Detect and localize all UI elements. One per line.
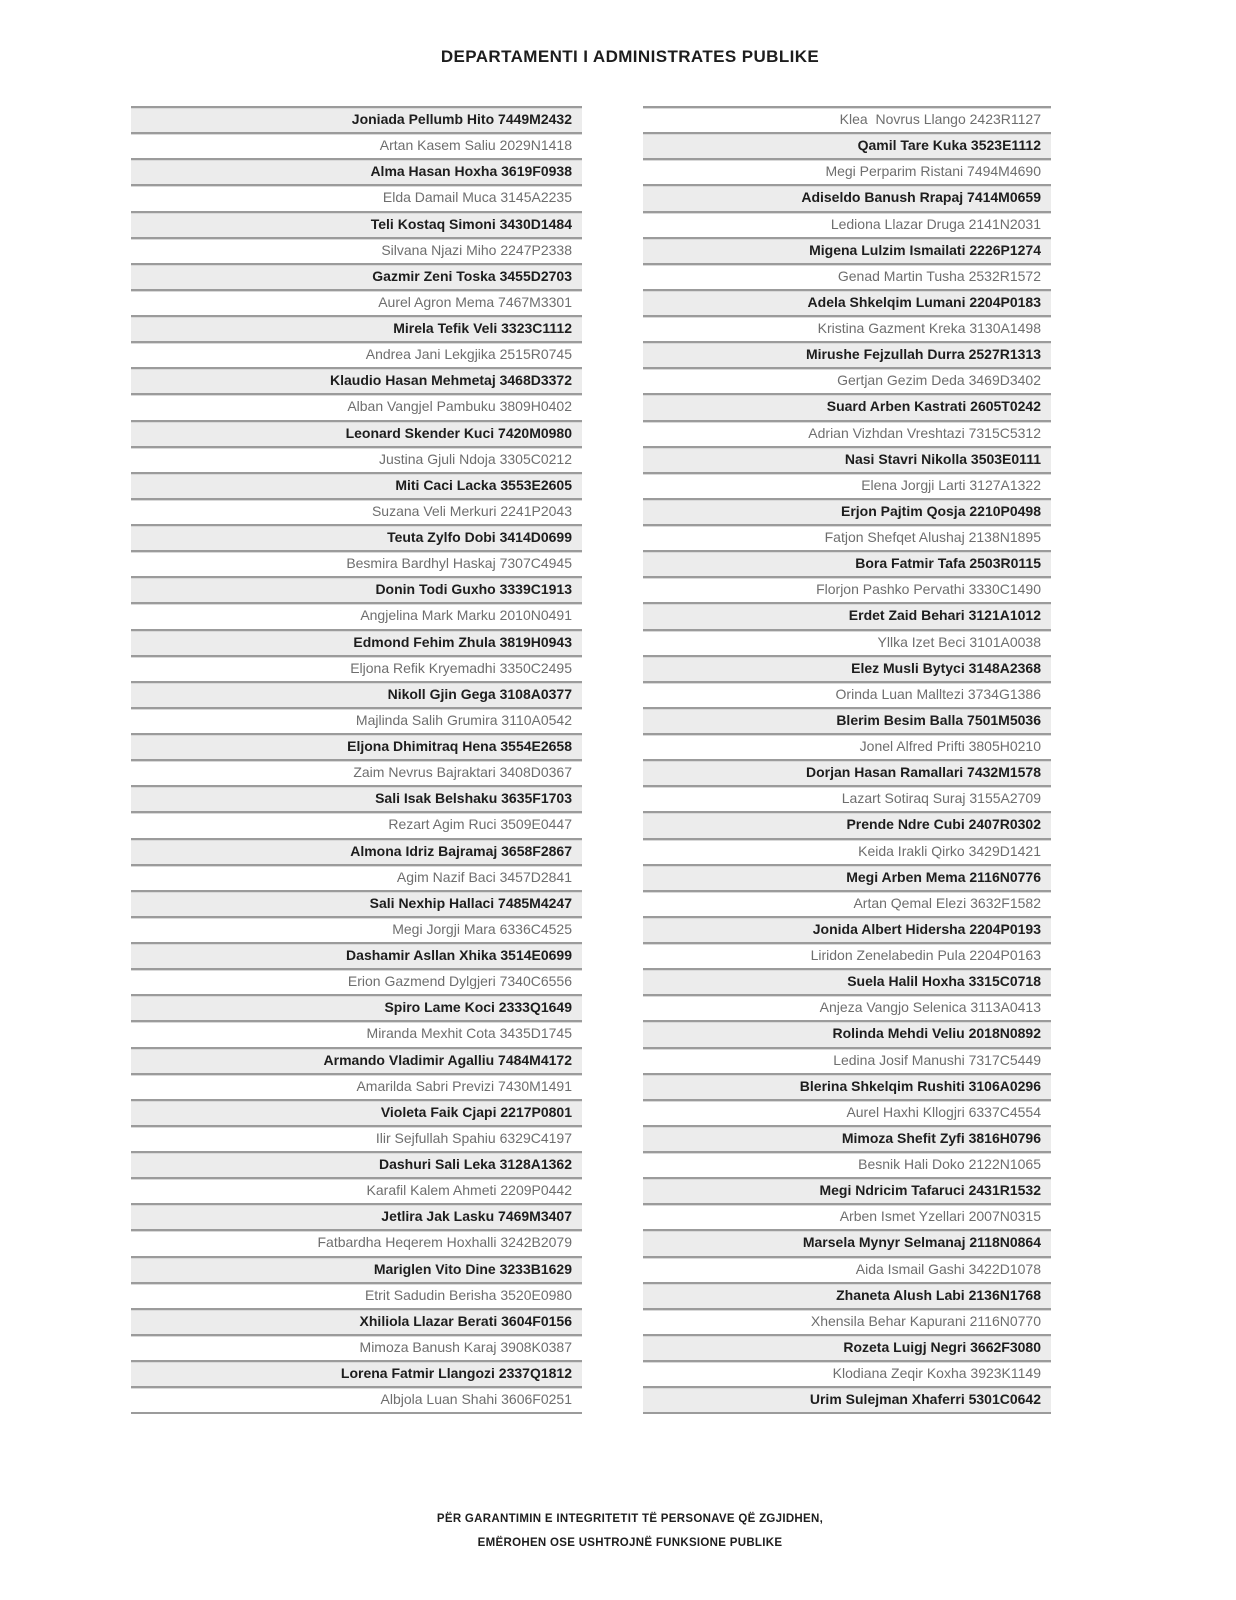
list-item: Florjon Pashko Pervathi 3330C1490 bbox=[643, 576, 1051, 602]
list-item: Orinda Luan Malltezi 3734G1386 bbox=[643, 681, 1051, 707]
list-item: Fatbardha Heqerem Hoxhalli 3242B2079 bbox=[131, 1229, 582, 1255]
list-item: Mimoza Banush Karaj 3908K0387 bbox=[131, 1334, 582, 1360]
list-item: Liridon Zenelabedin Pula 2204P0163 bbox=[643, 942, 1051, 968]
list-item: Bora Fatmir Tafa 2503R0115 bbox=[643, 550, 1051, 576]
page-footer bbox=[24, 1507, 1236, 1555]
list-item: Erion Gazmend Dylgjeri 7340C6556 bbox=[131, 968, 582, 994]
list-item: Agim Nazif Baci 3457D2841 bbox=[131, 864, 582, 890]
list-item: Ilir Sejfullah Spahiu 6329C4197 bbox=[131, 1125, 582, 1151]
list-item: Teuta Zylfo Dobi 3414D0699 bbox=[131, 524, 582, 550]
list-item: Nikoll Gjin Gega 3108A0377 bbox=[131, 681, 582, 707]
list-item: Eljona Refik Kryemadhi 3350C2495 bbox=[131, 655, 582, 681]
list-item: Xhiliola Llazar Berati 3604F0156 bbox=[131, 1308, 582, 1334]
list-item: Genad Martin Tusha 2532R1572 bbox=[643, 263, 1051, 289]
footer-line-2: EMËROHEN OSE USHTROJNË FUNKSIONE PUBLIKE bbox=[477, 1537, 783, 1549]
list-item: Dorjan Hasan Ramallari 7432M1578 bbox=[643, 759, 1051, 785]
list-item: Elda Damail Muca 3145A2235 bbox=[131, 184, 582, 210]
list-item: Dashamir Asllan Xhika 3514E0699 bbox=[131, 942, 582, 968]
list-item: Aurel Agron Mema 7467M3301 bbox=[131, 289, 582, 315]
names-column-right bbox=[643, 106, 1051, 1414]
list-item: Teli Kostaq Simoni 3430D1484 bbox=[131, 211, 582, 237]
list-item: Jetlira Jak Lasku 7469M3407 bbox=[131, 1203, 582, 1229]
list-item: Rezart Agim Ruci 3509E0447 bbox=[131, 811, 582, 837]
list-item: Armando Vladimir Agalliu 7484M4172 bbox=[131, 1047, 582, 1073]
list-item: Alban Vangjel Pambuku 3809H0402 bbox=[131, 393, 582, 419]
list-item: Zhaneta Alush Labi 2136N1768 bbox=[643, 1282, 1051, 1308]
list-item: Xhensila Behar Kapurani 2116N0770 bbox=[643, 1308, 1051, 1334]
list-item: Megi Arben Mema 2116N0776 bbox=[643, 864, 1051, 890]
list-item: Klaudio Hasan Mehmetaj 3468D3372 bbox=[131, 367, 582, 393]
list-item: Blerina Shkelqim Rushiti 3106A0296 bbox=[643, 1073, 1051, 1099]
list-item: Donin Todi Guxho 3339C1913 bbox=[131, 576, 582, 602]
list-item: Alma Hasan Hoxha 3619F0938 bbox=[131, 158, 582, 184]
list-item: Elez Musli Bytyci 3148A2368 bbox=[643, 655, 1051, 681]
list-item: Almona Idriz Bajramaj 3658F2867 bbox=[131, 838, 582, 864]
list-item: Artan Qemal Elezi 3632F1582 bbox=[643, 890, 1051, 916]
list-item: Lediona Llazar Druga 2141N2031 bbox=[643, 211, 1051, 237]
list-item: Lazart Sotiraq Suraj 3155A2709 bbox=[643, 785, 1051, 811]
list-item: Spiro Lame Koci 2333Q1649 bbox=[131, 994, 582, 1020]
list-item: Majlinda Salih Grumira 3110A0542 bbox=[131, 707, 582, 733]
list-item: Nasi Stavri Nikolla 3503E0111 bbox=[643, 446, 1051, 472]
list-item: Gertjan Gezim Deda 3469D3402 bbox=[643, 367, 1051, 393]
list-item: Kristina Gazment Kreka 3130A1498 bbox=[643, 315, 1051, 341]
list-item: Karafil Kalem Ahmeti 2209P0442 bbox=[131, 1177, 582, 1203]
list-item: Blerim Besim Balla 7501M5036 bbox=[643, 707, 1051, 733]
list-item: Gazmir Zeni Toska 3455D2703 bbox=[131, 263, 582, 289]
list-item: Arben Ismet Yzellari 2007N0315 bbox=[643, 1203, 1051, 1229]
list-item: Erjon Pajtim Qosja 2210P0498 bbox=[643, 498, 1051, 524]
page-title: DEPARTAMENTI I ADMINISTRATES PUBLIKE bbox=[440, 47, 820, 66]
list-item: Eljona Dhimitraq Hena 3554E2658 bbox=[131, 733, 582, 759]
list-item: Joniada Pellumb Hito 7449M2432 bbox=[131, 106, 582, 132]
list-item: Fatjon Shefqet Alushaj 2138N1895 bbox=[643, 524, 1051, 550]
list-item: Leonard Skender Kuci 7420M0980 bbox=[131, 420, 582, 446]
list-item: Lorena Fatmir Llangozi 2337Q1812 bbox=[131, 1360, 582, 1386]
list-item: Keida Irakli Qirko 3429D1421 bbox=[643, 838, 1051, 864]
names-column-left bbox=[131, 106, 582, 1414]
list-item: Rozeta Luigj Negri 3662F3080 bbox=[643, 1334, 1051, 1360]
list-item: Violeta Faik Cjapi 2217P0801 bbox=[131, 1099, 582, 1125]
list-item: Artan Kasem Saliu 2029N1418 bbox=[131, 132, 582, 158]
list-item: Suard Arben Kastrati 2605T0242 bbox=[643, 393, 1051, 419]
list-item: Besmira Bardhyl Haskaj 7307C4945 bbox=[131, 550, 582, 576]
list-item: Andrea Jani Lekgjika 2515R0745 bbox=[131, 341, 582, 367]
list-item: Sali Nexhip Hallaci 7485M4247 bbox=[131, 890, 582, 916]
list-item: Marsela Mynyr Selmanaj 2118N0864 bbox=[643, 1229, 1051, 1255]
list-item: Angjelina Mark Marku 2010N0491 bbox=[131, 602, 582, 628]
list-item: Megi Jorgji Mara 6336C4525 bbox=[131, 916, 582, 942]
list-item: Albjola Luan Shahi 3606F0251 bbox=[131, 1386, 582, 1412]
list-item: Anjeza Vangjo Selenica 3113A0413 bbox=[643, 994, 1051, 1020]
list-item: Qamil Tare Kuka 3523E1112 bbox=[643, 132, 1051, 158]
list-item: Mirela Tefik Veli 3323C1112 bbox=[131, 315, 582, 341]
list-item: Prende Ndre Cubi 2407R0302 bbox=[643, 811, 1051, 837]
list-item: Aida Ismail Gashi 3422D1078 bbox=[643, 1256, 1051, 1282]
list-item: Edmond Fehim Zhula 3819H0943 bbox=[131, 629, 582, 655]
list-item: Yllka Izet Beci 3101A0038 bbox=[643, 629, 1051, 655]
list-item: Suela Halil Hoxha 3315C0718 bbox=[643, 968, 1051, 994]
list-item: Miti Caci Lacka 3553E2605 bbox=[131, 472, 582, 498]
list-item: Justina Gjuli Ndoja 3305C0212 bbox=[131, 446, 582, 472]
list-item: Silvana Njazi Miho 2247P2338 bbox=[131, 237, 582, 263]
list-item: Adela Shkelqim Lumani 2204P0183 bbox=[643, 289, 1051, 315]
list-item: Jonida Albert Hidersha 2204P0193 bbox=[643, 916, 1051, 942]
list-item: Megi Ndricim Tafaruci 2431R1532 bbox=[643, 1177, 1051, 1203]
list-item: Rolinda Mehdi Veliu 2018N0892 bbox=[643, 1020, 1051, 1046]
list-item: Besnik Hali Doko 2122N1065 bbox=[643, 1151, 1051, 1177]
list-item: Sali Isak Belshaku 3635F1703 bbox=[131, 785, 582, 811]
list-item: Megi Perparim Ristani 7494M4690 bbox=[643, 158, 1051, 184]
list-item: Zaim Nevrus Bajraktari 3408D0367 bbox=[131, 759, 582, 785]
list-item: Klodiana Zeqir Koxha 3923K1149 bbox=[643, 1360, 1051, 1386]
list-item: Suzana Veli Merkuri 2241P2043 bbox=[131, 498, 582, 524]
list-item: Elena Jorgji Larti 3127A1322 bbox=[643, 472, 1051, 498]
list-item: Mimoza Shefit Zyfi 3816H0796 bbox=[643, 1125, 1051, 1151]
list-item: Erdet Zaid Behari 3121A1012 bbox=[643, 602, 1051, 628]
list-item: Klea Novrus Llango 2423R1127 bbox=[643, 106, 1051, 132]
list-item: Aurel Haxhi Kllogjri 6337C4554 bbox=[643, 1099, 1051, 1125]
footer-line-1: PËR GARANTIMIN E INTEGRITETIT TË PERSONAVE QË ZGJIDHEN, bbox=[436, 1513, 824, 1525]
list-item: Miranda Mexhit Cota 3435D1745 bbox=[131, 1020, 582, 1046]
list-item: Amarilda Sabri Previzi 7430M1491 bbox=[131, 1073, 582, 1099]
list-item: Mirushe Fejzullah Durra 2527R1313 bbox=[643, 341, 1051, 367]
list-item: Adrian Vizhdan Vreshtazi 7315C5312 bbox=[643, 420, 1051, 446]
list-item: Ledina Josif Manushi 7317C5449 bbox=[643, 1047, 1051, 1073]
list-item: Mariglen Vito Dine 3233B1629 bbox=[131, 1256, 582, 1282]
list-item: Adiseldo Banush Rrapaj 7414M0659 bbox=[643, 184, 1051, 210]
list-item: Urim Sulejman Xhaferri 5301C0642 bbox=[643, 1386, 1051, 1412]
list-item: Etrit Sadudin Berisha 3520E0980 bbox=[131, 1282, 582, 1308]
list-item: Dashuri Sali Leka 3128A1362 bbox=[131, 1151, 582, 1177]
list-item: Jonel Alfred Prifti 3805H0210 bbox=[643, 733, 1051, 759]
list-item: Migena Lulzim Ismailati 2226P1274 bbox=[643, 237, 1051, 263]
